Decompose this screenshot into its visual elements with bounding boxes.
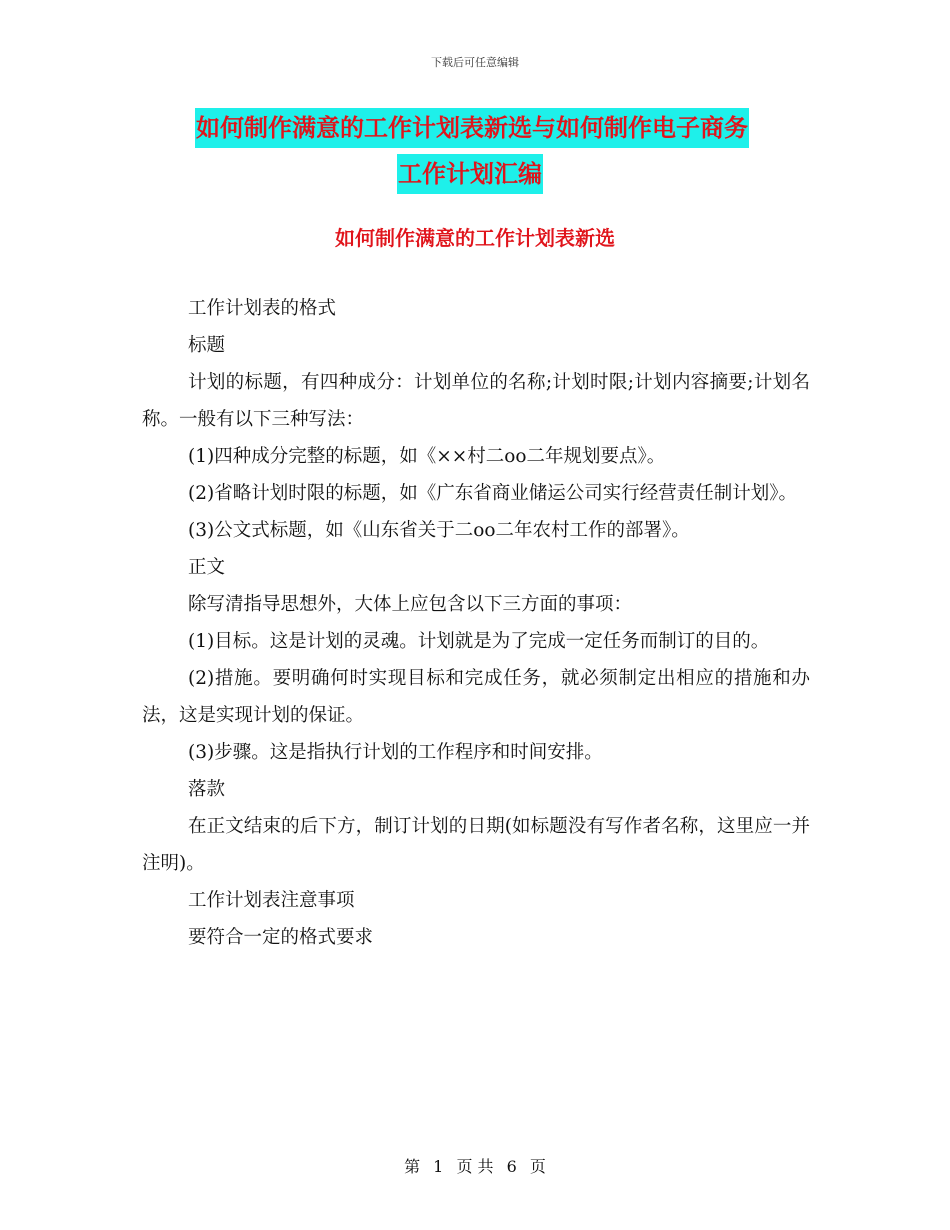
paragraph: 正文 bbox=[188, 557, 226, 578]
paragraph: (1)目标。这是计划的灵魂。计划就是为了完成一定任务而制订的目的。 bbox=[188, 631, 770, 652]
paragraph: 在正文结束的后下方，制订计划的日期(如标题没有写作者名称，这里应一并注明)。 bbox=[142, 816, 810, 874]
paragraph: 除写清指导思想外，大体上应包含以下三方面的事项： bbox=[188, 594, 633, 615]
paragraph: 落款 bbox=[188, 779, 226, 800]
title-line-2: 工作计划汇编 bbox=[397, 154, 543, 194]
paragraph: (2)省略计划时限的标题，如《广东省商业储运公司实行经营责任制计划》。 bbox=[188, 483, 797, 504]
paragraph: (3)步骤。这是指执行计划的工作程序和时间安排。 bbox=[188, 742, 603, 763]
paragraph: 工作计划表的格式 bbox=[188, 298, 337, 319]
paragraph: 计划的标题，有四种成分：计划单位的名称;计划时限;计划内容摘要;计划名称。一般有以下三种写法： bbox=[142, 372, 810, 430]
paragraph: 要符合一定的格式要求 bbox=[188, 927, 374, 948]
paragraph: 标题 bbox=[188, 335, 226, 356]
page-footer bbox=[0, 1154, 950, 1177]
footer-label-post: 页 bbox=[529, 1157, 546, 1176]
body-text bbox=[142, 290, 810, 956]
footer-label-pre: 第 bbox=[404, 1157, 421, 1176]
page-total: 6 bbox=[506, 1157, 517, 1176]
paragraph: (1)四种成分完整的标题，如《××村二oo二年规划要点》。 bbox=[188, 446, 666, 467]
paragraph: 工作计划表注意事项 bbox=[188, 890, 355, 911]
paragraph: (3)公文式标题，如《山东省关于二oo二年农村工作的部署》。 bbox=[188, 520, 690, 541]
header-note: 下载后可任意编辑 bbox=[431, 56, 519, 69]
footer-label-mid: 页 共 bbox=[456, 1157, 494, 1176]
title-line-1: 如何制作满意的工作计划表新选与如何制作电子商务 bbox=[195, 108, 749, 148]
paragraph: (2)措施。要明确何时实现目标和完成任务，就必须制定出相应的措施和办法，这是实现计划的保证。 bbox=[142, 668, 810, 726]
page-number: 1 bbox=[433, 1157, 444, 1176]
section-heading: 如何制作满意的工作计划表新选 bbox=[335, 226, 615, 250]
